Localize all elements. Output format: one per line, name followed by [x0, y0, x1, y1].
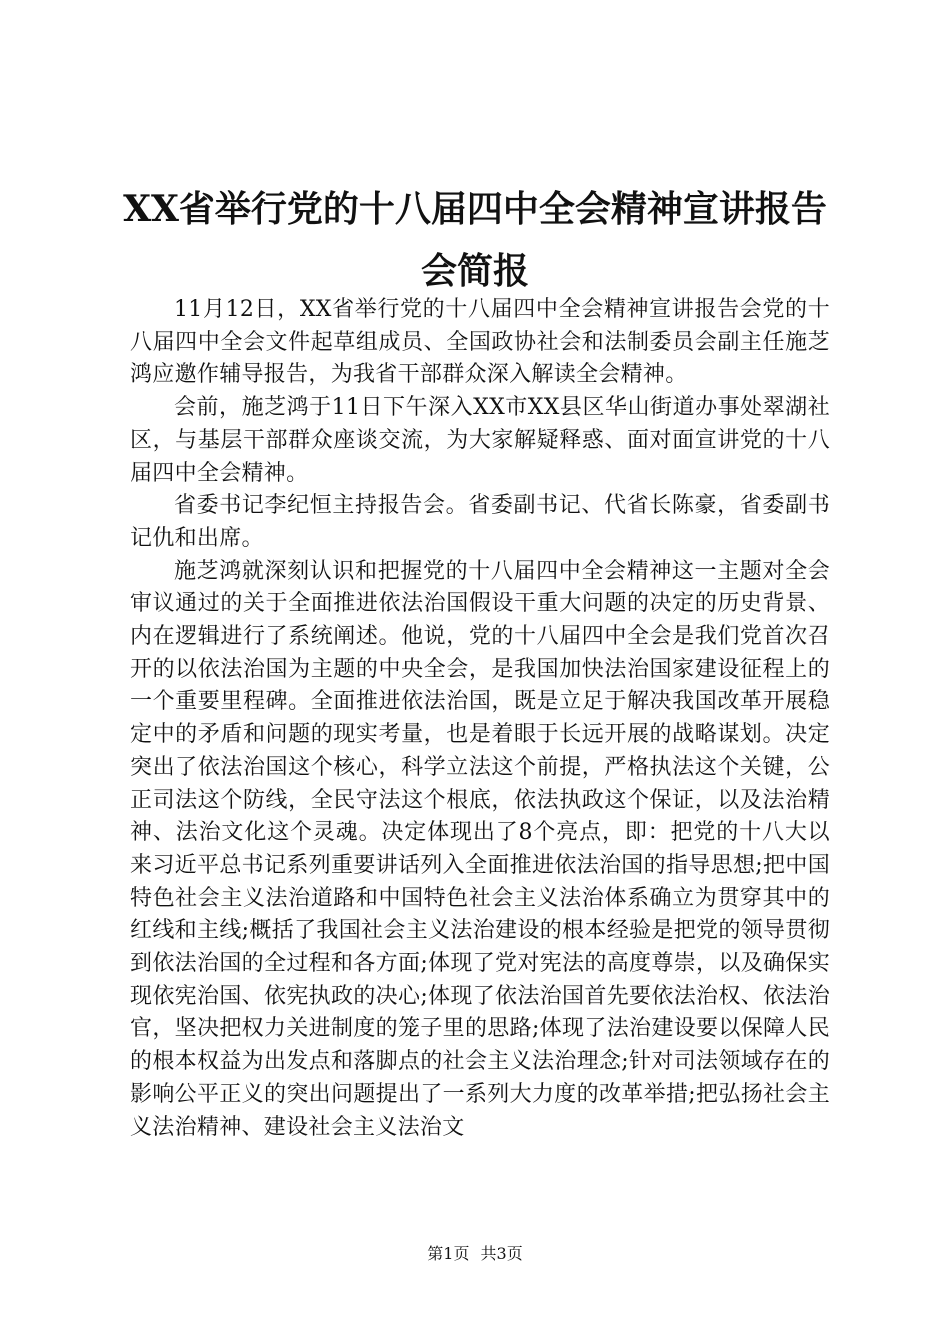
title-line-1: XX省举行党的十八届四中全会精神宣讲报告 [123, 188, 827, 230]
current-page-indicator: 第1页 [427, 1244, 470, 1263]
document-body [130, 294, 830, 1144]
paragraph-4: 施芝鸿就深刻认识和把握党的十八届四中全会精神这一主题对全会审议通过的关于全面推进依法治国假设干重大问题的决定的历史背景、内在逻辑进行了系统阐述。他说，党的十八届四中全会是我们党首次召开的以依法治国为主题的中央全会，是我国加快法治国家建设征程上的一个重要里程碑。全面推进依法治国，既是立足于解决我国改革开展稳定中的矛盾和问题的现实考量，也是着眼于长远开展的战略谋划。决定突出了依法治国这个核心，科学立法这个前提，严格执法这个关键，公正司法这个防线，全民守法这个根底，依法执政这个保证，以及法治精神、法治文化这个灵魂。决定体现出了8个亮点，即：把党的十八大以来习近平总书记系列重要讲话列入全面推进依法治国的指导思想;把中国特色社会主义法治道路和中国特色社会主义法治体系确立为贯穿其中的红线和主线;概括了我国社会主义法治建设的根本经验是把党的领导贯彻到依法治国的全过程和各方面;体现了党对宪法的高度尊崇，以及确保实现依宪治国、依宪执政的决心;体现了依法治国首先要依法治权、依法治官，坚决把权力关进制度的笼子里的思路;体现了法治建设要以保障人民的根本权益为出发点和落脚点的社会主义法治理念;针对司法领域存在的影响公平正义的突出问题提出了一系列大力度的改革举措;把弘扬社会主义法治精神、建设社会主义法治文 [130, 558, 830, 1140]
title-line-2: 会简报 [420, 250, 529, 292]
paragraph-1: 11月12日，XX省举行党的十八届四中全会精神宣讲报告会党的十八届四中全会文件起草组成员、全国政协社会和法制委员会副主任施芝鸿应邀作辅导报告，为我省干部群众深入解读全会精神。 [130, 297, 830, 388]
paragraph-2: 会前，施芝鸿于11日下午深入XX市XX县区华山街道办事处翠湖社区，与基层干部群众座谈交流，为大家解疑释惑、面对面宣讲党的十八届四中全会精神。 [130, 395, 830, 486]
paragraph-3: 省委书记李纪恒主持报告会。省委副书记、代省长陈豪，省委副书记仇和出席。 [130, 493, 830, 551]
total-pages-indicator: 共3页 [480, 1244, 523, 1263]
page-footer [0, 1244, 950, 1264]
document-title [0, 178, 950, 302]
